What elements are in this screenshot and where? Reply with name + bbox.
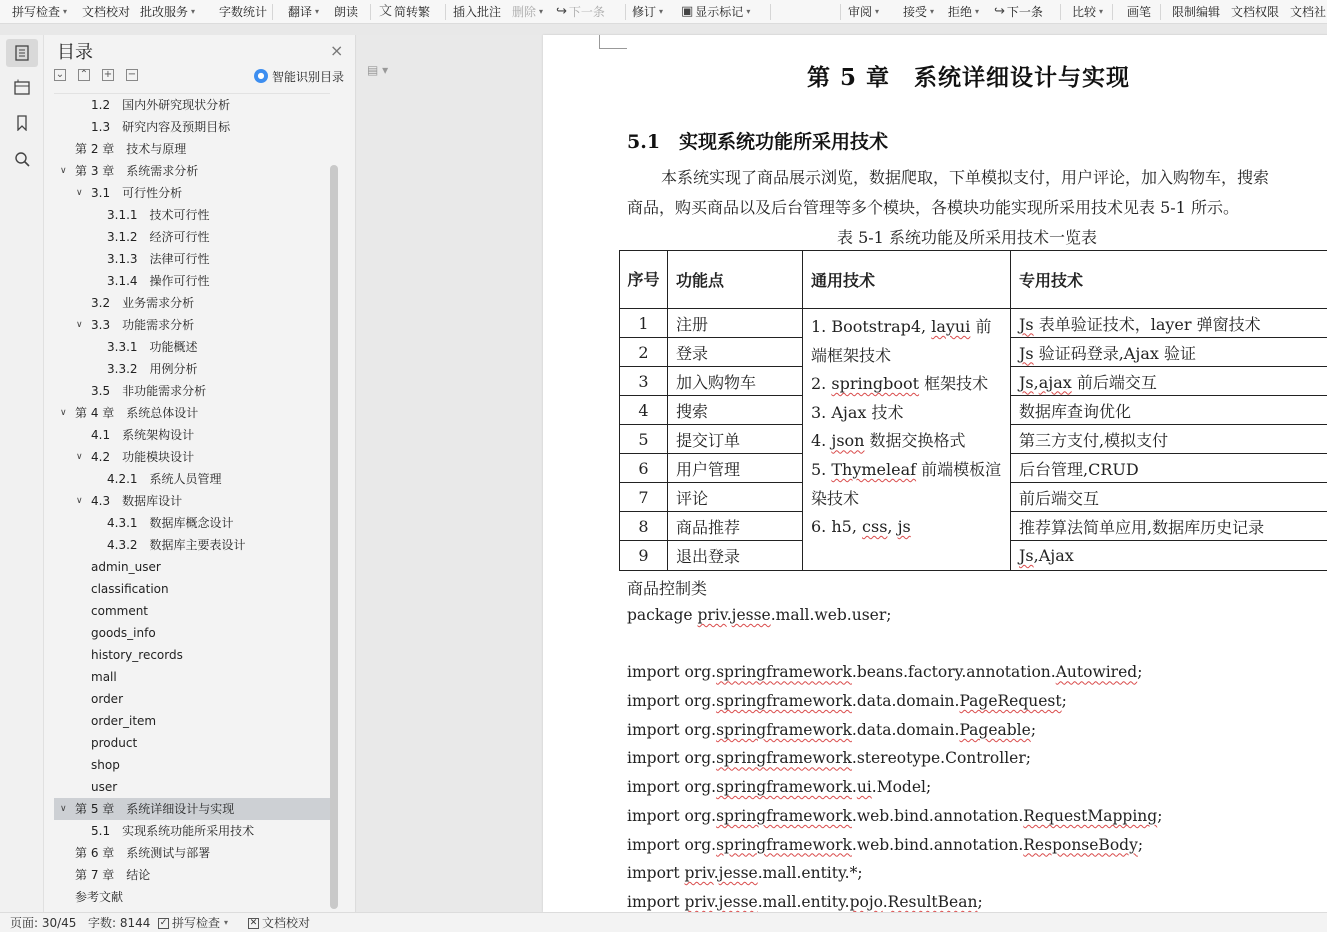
cell-feature: 退出登录 (668, 541, 803, 571)
chevron-down-icon: ▾ (315, 7, 320, 16)
spell-check-label: 拼写检查 (172, 916, 221, 930)
table-body (620, 309, 1327, 571)
page-count[interactable]: 页面: 30/45 (10, 916, 77, 930)
toolbar-item-16[interactable] (1072, 0, 1103, 24)
toolbar-item-9[interactable] (556, 0, 605, 24)
toc-item-label: user (91, 780, 118, 794)
toc-item-label: 5.1 实现系统功能所采用技术 (91, 824, 255, 838)
paragraph-line-2: 商品，购买商品以及后台管理等多个模块，各模块功能实现所采用技术见表 5-1 所示。 (627, 198, 1239, 217)
code-line: import priv.jesse.mall.entity.pojo.ResultBean; (627, 892, 983, 911)
spelling-flag[interactable]: jesse (718, 864, 758, 883)
toc-item-label: 第 6 章 系统测试与部署 (75, 846, 211, 860)
spelling-flag[interactable]: js (897, 517, 911, 537)
review-ribbon (0, 0, 1327, 24)
toolbar-icon: ↪ (556, 4, 567, 19)
cell-no: 4 (620, 396, 668, 425)
toolbar-item-5[interactable] (334, 0, 358, 24)
code-line: import org.springframework.web.bind.annotation.ResponseBody; (627, 835, 1144, 854)
toc-item[interactable] (54, 710, 330, 732)
cell-no: 5 (620, 425, 668, 454)
toc-item-label: 3.1.1 技术可行性 (107, 208, 210, 222)
toolbar-item-4[interactable] (288, 0, 319, 24)
toolbar-label: 删除 (512, 5, 537, 19)
cell-feature: 加入购物车 (668, 367, 803, 396)
cell-no: 2 (620, 338, 668, 367)
toc-item-label: history_records (91, 648, 183, 662)
cell-special: 数据库查询优化 (1011, 396, 1327, 425)
toc-item-label: 3.3 功能需求分析 (91, 318, 195, 332)
spelling-flag[interactable]: layui (931, 317, 971, 336)
toolbar-separator (625, 4, 626, 20)
code-line: import org.springframework.data.domain.PageRequest; (627, 692, 1067, 711)
smart-toc-button[interactable] (254, 67, 344, 85)
toolbar-separator (840, 4, 841, 20)
toolbar-item-19[interactable] (1231, 0, 1279, 24)
toolbar-label: 朗读 (334, 5, 359, 19)
toolbar-label: 翻译 (288, 5, 313, 19)
toolbar-item-7[interactable] (453, 0, 501, 24)
cell-special: 第三方支付,模拟支付 (1011, 425, 1327, 454)
cell-special: 后台管理,CRUD (1011, 454, 1327, 483)
toc-item[interactable] (54, 402, 330, 424)
toc-item[interactable] (54, 820, 330, 842)
toc-icon (14, 45, 30, 61)
cell-no: 9 (620, 541, 668, 571)
toolbar-separator (1060, 4, 1061, 20)
code-line: import org.springframework.stereotype.Controller; (627, 749, 1031, 768)
cell-special: Js,ajax 前后端交互 (1011, 367, 1327, 396)
bookmark-button[interactable] (6, 109, 38, 137)
toc-item-label: 4.1 系统架构设计 (91, 428, 195, 442)
spelling-flag[interactable]: Pageable (959, 720, 1031, 739)
expand-caret-icon[interactable]: ∨ (76, 452, 83, 462)
toolbar-label: 字数统计 (219, 5, 268, 19)
find-button[interactable] (6, 145, 38, 173)
code-line: import org.springframework.data.domain.Pageable; (627, 720, 1037, 739)
spelling-flag[interactable]: springframework (716, 720, 852, 739)
expand-caret-icon[interactable]: ∨ (76, 320, 83, 330)
toc-item[interactable] (54, 644, 330, 666)
cell-feature: 登录 (668, 338, 803, 367)
toc-item-label: 第 4 章 系统总体设计 (75, 406, 199, 420)
toc-tree (54, 93, 330, 907)
spelling-flag[interactable]: ui (856, 778, 872, 797)
collapse-all-icon[interactable]: ⌃ (79, 69, 89, 80)
toolbar-label: 文档权限 (1231, 5, 1280, 19)
close-icon[interactable]: × (330, 41, 344, 60)
remove-heading-icon[interactable]: − (127, 69, 137, 80)
toc-item[interactable] (54, 292, 330, 314)
general-tech-line: 2. springboot 框架技术 (811, 374, 989, 394)
spelling-flag[interactable]: jesse (731, 606, 771, 624)
toc-item[interactable] (54, 798, 330, 820)
spell-check-toggle[interactable] (158, 913, 228, 932)
code-line: import org.springframework.ui.Model; (627, 778, 932, 797)
header-special: 专用技术 (1011, 251, 1327, 309)
spelling-flag[interactable]: springframework (716, 749, 852, 768)
toc-item-label: 3.2 业务需求分析 (91, 296, 195, 310)
table-caption: 表 5-1 系统功能及所采用技术一览表 (837, 228, 1097, 247)
cell-feature: 注册 (668, 309, 803, 338)
toc-item[interactable] (54, 666, 330, 688)
toc-item[interactable] (54, 160, 330, 182)
toolbar-label: 修订 (632, 5, 657, 19)
header-feature: 功能点 (668, 251, 803, 309)
toolbar-item-8[interactable] (512, 0, 543, 24)
toolbar-label: 限制编辑 (1172, 5, 1221, 19)
chevron-down-icon: ▾ (539, 7, 544, 16)
toc-item[interactable] (54, 468, 330, 490)
check-icon: ✓ (159, 917, 168, 928)
toolbar-item-10[interactable] (632, 0, 663, 24)
toc-item-label: 1.3 研究内容及预期目标 (91, 120, 231, 134)
chevron-down-icon: ▾ (975, 7, 980, 16)
toolbar-item-11[interactable] (681, 0, 750, 24)
expand-caret-icon[interactable]: ∨ (60, 804, 67, 814)
spelling-flag[interactable]: css (862, 517, 888, 537)
cell-special: Js 验证码登录,Ajax 验证 (1011, 338, 1327, 367)
expand-caret-icon[interactable]: ∨ (76, 496, 83, 506)
toolbar-item-13[interactable] (903, 0, 934, 24)
document-page (543, 35, 1327, 912)
toc-item[interactable] (54, 270, 330, 292)
toolbar-item-18[interactable] (1172, 0, 1220, 24)
code-line: import org.springframework.beans.factory.annotation.Autowired; (627, 663, 1143, 682)
cell-special: 前后端交互 (1011, 483, 1327, 512)
sidebar-rail (0, 35, 44, 912)
general-tech-line: 5. Thymeleaf 前端模板渲 (811, 459, 1002, 479)
toc-item-label: 4.3.2 数据库主要表设计 (107, 538, 246, 552)
chevron-down-icon: ▾ (63, 7, 68, 16)
toc-item[interactable] (54, 556, 330, 578)
chapter-title: 第 5 章 系统详细设计与实现 (807, 64, 1131, 91)
cell-feature: 提交订单 (668, 425, 803, 454)
toc-scrollbar[interactable] (330, 165, 338, 909)
toc-item[interactable] (54, 204, 330, 226)
toc-item[interactable] (54, 600, 330, 622)
toc-item-label: classification (91, 582, 169, 596)
toc-item[interactable] (54, 776, 330, 798)
toolbar-icon: ▣ (681, 4, 694, 19)
code-line: import priv.jesse.mall.entity.*; (627, 864, 863, 883)
smart-ai-icon: ● (254, 69, 268, 83)
bookmark-icon (14, 115, 30, 131)
proofread-toggle[interactable] (248, 913, 310, 932)
toc-item-label: 第 2 章 技术与原理 (75, 142, 187, 156)
toc-item-label: 3.1.2 经济可行性 (107, 230, 210, 244)
toc-item-label: 3.1 可行性分析 (91, 186, 183, 200)
spelling-flag[interactable]: RequestMapping (1023, 806, 1158, 825)
spelling-flag[interactable]: springboot (831, 374, 920, 394)
toolbar-label: 审阅 (848, 5, 873, 19)
toc-item[interactable] (54, 886, 330, 908)
toc-item[interactable] (54, 94, 330, 116)
toc-item-label: 4.2 功能模块设计 (91, 450, 195, 464)
toc-item-label: mall (91, 670, 117, 684)
toc-item[interactable] (54, 248, 330, 270)
toolbar-label: 下一条 (568, 5, 605, 19)
status-bar (0, 912, 1327, 932)
toc-item-label: 4.3 数据库设计 (91, 494, 183, 508)
toc-item-label: 第 7 章 结论 (75, 868, 151, 882)
toolbar-label: 批改服务 (140, 5, 189, 19)
spelling-flag[interactable]: Js (1019, 546, 1034, 565)
general-tech-line: 4. json 数据交换格式 (811, 431, 966, 451)
cell-special: 推荐算法简单应用,数据库历史记录 (1011, 512, 1327, 541)
expand-all-icon[interactable]: ⌄ (55, 69, 65, 80)
toc-item[interactable] (54, 842, 330, 864)
toc-item-label: 3.3.2 用例分析 (107, 362, 198, 376)
toolbar-item-3[interactable] (219, 0, 267, 24)
toolbar-item-15[interactable] (994, 0, 1043, 24)
toc-item-label: 3.3.1 功能概述 (107, 340, 198, 354)
general-tech-line: 6. h5, css, js (811, 517, 911, 537)
toc-item-label: shop (91, 758, 120, 772)
toc-item-label: 第 3 章 系统需求分析 (75, 164, 199, 178)
toc-item-label: comment (91, 604, 149, 618)
spelling-flag[interactable]: jesse (718, 892, 758, 911)
toc-item[interactable] (54, 754, 330, 776)
toc-pane-title: 目录 (57, 42, 93, 63)
tech-table (619, 250, 1327, 571)
toc-item[interactable] (54, 358, 330, 380)
toolbar-separator (370, 4, 371, 20)
toc-panel-button[interactable] (6, 39, 38, 67)
toc-item-label: order (91, 692, 123, 706)
spelling-flag[interactable]: json (831, 431, 865, 451)
cell-feature: 用户管理 (668, 454, 803, 483)
cell-special: Js,Ajax (1011, 541, 1327, 571)
chevron-down-icon: ▾ (930, 7, 935, 16)
toolbar-icon: ⽂ (379, 4, 393, 19)
chevron-down-icon: ▾ (875, 7, 880, 16)
cell-general-tech (803, 309, 1011, 571)
toc-item-label: 4.2.1 系统人员管理 (107, 472, 222, 486)
x-icon: ✕ (249, 917, 258, 928)
spelling-flag[interactable]: springframework (716, 806, 852, 825)
toolbar-separator (1112, 4, 1113, 20)
toolbar-label: 文档社 (1290, 5, 1327, 19)
toc-item[interactable] (54, 314, 330, 336)
paragraph-line-1: 本系统实现了商品展示浏览，数据爬取，下单模拟支付，用户评论，加入购物车，搜索 (661, 168, 1270, 187)
spelling-flag[interactable]: PageRequest (959, 692, 1062, 711)
toc-item[interactable] (54, 864, 330, 886)
expand-caret-icon[interactable]: ∨ (60, 166, 67, 176)
spelling-flag[interactable]: Js (1019, 314, 1034, 334)
chevron-down-icon: ▾ (191, 7, 196, 16)
toolbar-label: 接受 (903, 5, 928, 19)
toolbar-icon: ↪ (994, 4, 1005, 19)
spelling-flag[interactable]: ResultBean (887, 892, 978, 911)
proofread-label: 文档校对 (262, 916, 311, 930)
spelling-flag[interactable]: springframework (716, 663, 852, 682)
toolbar-item-0[interactable] (12, 0, 67, 24)
toolbar-label: 显示标记 (695, 5, 744, 19)
chevron-down-icon: ▾ (746, 7, 751, 16)
toc-item[interactable] (54, 534, 330, 556)
chevron-down-icon: ▾ (1099, 7, 1104, 16)
general-tech-line: 染技术 (811, 488, 860, 508)
toolbar-item-17[interactable] (1127, 0, 1151, 24)
toolbar-label: 拼写检查 (12, 5, 61, 19)
general-tech-line: 1. Bootstrap4, layui 前 (811, 317, 992, 336)
toolbar-item-2[interactable] (140, 0, 195, 24)
toc-item-label: product (91, 736, 138, 750)
toc-item[interactable] (54, 732, 330, 754)
toolbar-label: 画笔 (1127, 5, 1152, 19)
expand-caret-icon[interactable]: ∨ (60, 408, 67, 418)
toc-item-label: goods_info (91, 626, 156, 640)
toc-item[interactable] (54, 578, 330, 600)
toc-item-label: 第 5 章 系统详细设计与实现 (75, 802, 235, 816)
cell-no: 8 (620, 512, 668, 541)
spelling-flag[interactable]: springframework (716, 778, 852, 797)
spelling-flag[interactable]: pojo (849, 892, 883, 911)
toc-item[interactable] (54, 622, 330, 644)
toc-item[interactable] (54, 182, 330, 204)
cell-feature: 评论 (668, 483, 803, 512)
chapter-nav-button[interactable] (6, 73, 38, 101)
spelling-flag[interactable]: Autowired (1055, 663, 1138, 682)
toolbar-separator (272, 4, 273, 20)
toolbar-item-20[interactable] (1290, 0, 1326, 24)
cell-no: 1 (620, 309, 668, 338)
toc-item[interactable] (54, 446, 330, 468)
toc-item-label: 1.2 国内外研究现状分析 (91, 98, 231, 112)
section-title: 5.1 实现系统功能所采用技术 (627, 131, 889, 153)
toolbar-label: 下一条 (1006, 5, 1043, 19)
margin-mark (599, 35, 627, 49)
spelling-flag[interactable]: Js (1019, 343, 1034, 363)
spelling-flag[interactable]: springframework (716, 692, 852, 711)
toc-pane (44, 35, 356, 912)
toolbar-separator (1160, 4, 1161, 20)
toolbar-item-12[interactable] (848, 0, 879, 24)
toc-item[interactable] (54, 380, 330, 402)
toc-item[interactable] (54, 512, 330, 534)
toc-item[interactable] (54, 226, 330, 248)
toc-item[interactable] (54, 116, 330, 138)
toolbar-label: 简转繁 (394, 5, 431, 19)
word-count[interactable]: 字数: 8144 (88, 916, 151, 930)
cell-no: 6 (620, 454, 668, 483)
document-outline-icon[interactable]: ▤ ▾ (367, 63, 389, 77)
toc-item-label: 3.1.3 法律可行性 (107, 252, 210, 266)
spelling-flag[interactable]: priv (697, 606, 727, 624)
cell-feature: 商品推荐 (668, 512, 803, 541)
toolbar-separator (445, 4, 446, 20)
cell-special: Js 表单验证技术，layer 弹窗技术 (1011, 309, 1327, 338)
smart-toc-label: 智能识别目录 (272, 69, 345, 84)
toc-item[interactable] (54, 424, 330, 446)
toc-item[interactable] (54, 688, 330, 710)
code-line: import org.springframework.web.bind.annotation.RequestMapping; (627, 806, 1163, 825)
header-general: 通用技术 (803, 251, 1011, 309)
expand-caret-icon[interactable]: ∨ (76, 188, 83, 198)
chevron-down-icon: ▾ (224, 918, 229, 927)
toc-item[interactable] (54, 138, 330, 160)
toolbar-item-1[interactable] (82, 0, 130, 24)
table-header-row (620, 251, 1327, 309)
code-line (627, 630, 1162, 659)
general-tech-line: 3. Ajax 技术 (811, 402, 904, 422)
chapter-icon (14, 79, 30, 95)
code-line: package priv.jesse.mall.web.user; (627, 606, 892, 624)
document-area (357, 35, 1327, 912)
spelling-flag[interactable]: ajax (1038, 372, 1072, 392)
toc-item[interactable] (54, 336, 330, 358)
spelling-flag[interactable]: ResponseBody (1023, 835, 1138, 854)
header-no: 序号 (620, 251, 668, 309)
spelling-flag[interactable]: springframework (716, 835, 852, 854)
general-tech-line: 端框架技术 (811, 345, 892, 365)
spelling-flag[interactable]: priv (684, 892, 714, 911)
toc-item-label: 3.1.4 操作可行性 (107, 274, 210, 288)
toc-item-label: 3.5 非功能需求分析 (91, 384, 207, 398)
code-block (627, 601, 1162, 917)
spelling-flag[interactable]: Js (1019, 372, 1034, 392)
toc-item-label: admin_user (91, 560, 161, 574)
toolbar-item-14[interactable] (948, 0, 979, 24)
add-heading-icon[interactable]: + (103, 69, 113, 80)
spelling-flag[interactable]: priv (684, 864, 714, 883)
toolbar-label: 比较 (1072, 5, 1097, 19)
cell-no: 3 (620, 367, 668, 396)
toolbar-label: 拒绝 (948, 5, 973, 19)
toolbar-label: 插入批注 (453, 5, 502, 19)
cell-no: 7 (620, 483, 668, 512)
toolbar-item-6[interactable] (379, 0, 430, 24)
chevron-down-icon: ▾ (659, 7, 664, 16)
cell-feature: 搜索 (668, 396, 803, 425)
toolbar-label: 文档校对 (82, 5, 131, 19)
toc-item-label: order_item (91, 714, 157, 728)
code-heading: 商品控制类 (627, 579, 708, 598)
toc-item-label: 4.3.1 数据库概念设计 (107, 516, 234, 530)
toc-item-label: 参考文献 (75, 890, 124, 904)
toc-item[interactable] (54, 490, 330, 512)
toolbar-separator (770, 4, 771, 20)
search-icon (14, 151, 30, 167)
table-row (620, 309, 1327, 338)
spelling-flag[interactable]: Thymeleaf (831, 459, 917, 479)
